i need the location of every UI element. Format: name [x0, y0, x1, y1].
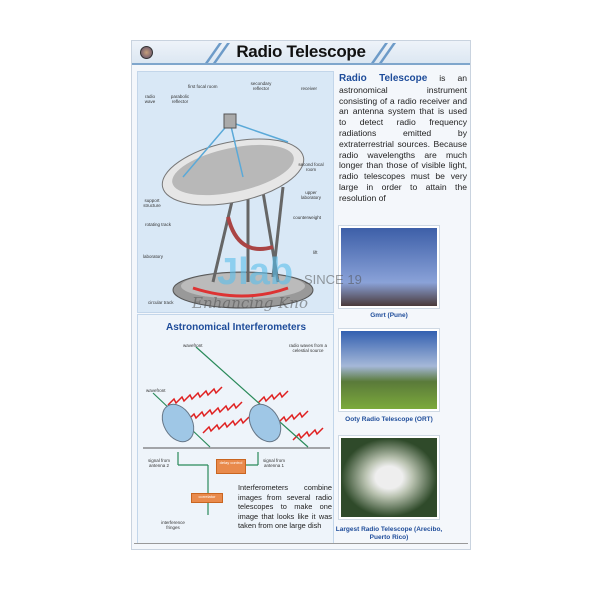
label-wavefront-top: wavefront — [183, 343, 203, 348]
label-support-structure: support structure — [143, 198, 161, 208]
label-upper-laboratory: upper laboratory — [300, 190, 321, 200]
intro-paragraph — [339, 73, 467, 204]
label-parabolic-reflector: parabolic reflector — [170, 94, 190, 104]
caption-gmrt: Gmrt (Pune) — [370, 312, 408, 319]
label-secondary-reflector: secondary reflector — [250, 81, 272, 91]
poster-header — [132, 41, 470, 65]
label-first-focal-room: first focal room — [188, 84, 218, 89]
label-interference-fringes: interference fringes — [161, 520, 185, 530]
watermark-brand: Jlab — [217, 251, 294, 293]
poster-title: Radio Telescope — [236, 42, 366, 61]
caption-ort: Ooty Radio Telescope (ORT) — [345, 416, 433, 423]
interferometers-panel — [137, 314, 334, 544]
watermark-since: SINCE 19 — [304, 272, 362, 287]
label-wavefront-left: wavefront — [146, 388, 166, 393]
intro-text: is an astronomical instrument consisting of a radio receiver and an antenna system that is used to detect radio frequency radiations emitted by extraterrestrial sources. Because radio wavelengths are much longer than those of visible light, radio telescopes must be very large in order to attain the resolution of — [339, 73, 467, 203]
interferometers-note: Interferometers combine images from several radio telescopes to make one image that looks like it was taken from one large dish — [238, 483, 332, 530]
watermark-tagline: Enhancing Kno — [192, 294, 309, 312]
label-signal-1: signal from antenna 1 — [263, 458, 286, 468]
photo-gmrt — [339, 226, 439, 308]
label-signal-2: signal from antenna 2 — [148, 458, 171, 468]
label-rotating-track: rotating track — [145, 222, 172, 227]
photo-ort — [339, 329, 439, 411]
label-laboratory: laboratory — [143, 254, 164, 259]
delay-control-box: delay control — [216, 459, 246, 474]
label-second-focal-room: second focal room — [298, 162, 324, 172]
label-radio-waves: radio waves from a celestial source — [288, 343, 327, 353]
label-circular-track: circular track — [148, 300, 174, 305]
poster — [131, 40, 471, 550]
label-radio-wave: radio wave — [144, 94, 156, 104]
footer-rule — [134, 543, 468, 546]
photo-arecibo — [339, 436, 439, 519]
interferometers-title: Astronomical Interferometers — [165, 322, 307, 333]
caption-arecibo: Largest Radio Telescope (Arecibo, Puerto Rico) — [335, 526, 443, 541]
correlator-box: correlator — [191, 493, 223, 503]
label-counterweight: counterweight — [293, 215, 322, 220]
label-lift: lift — [313, 250, 318, 255]
label-receiver: receiver — [301, 86, 318, 91]
intro-lead: Radio Telescope — [339, 73, 428, 84]
